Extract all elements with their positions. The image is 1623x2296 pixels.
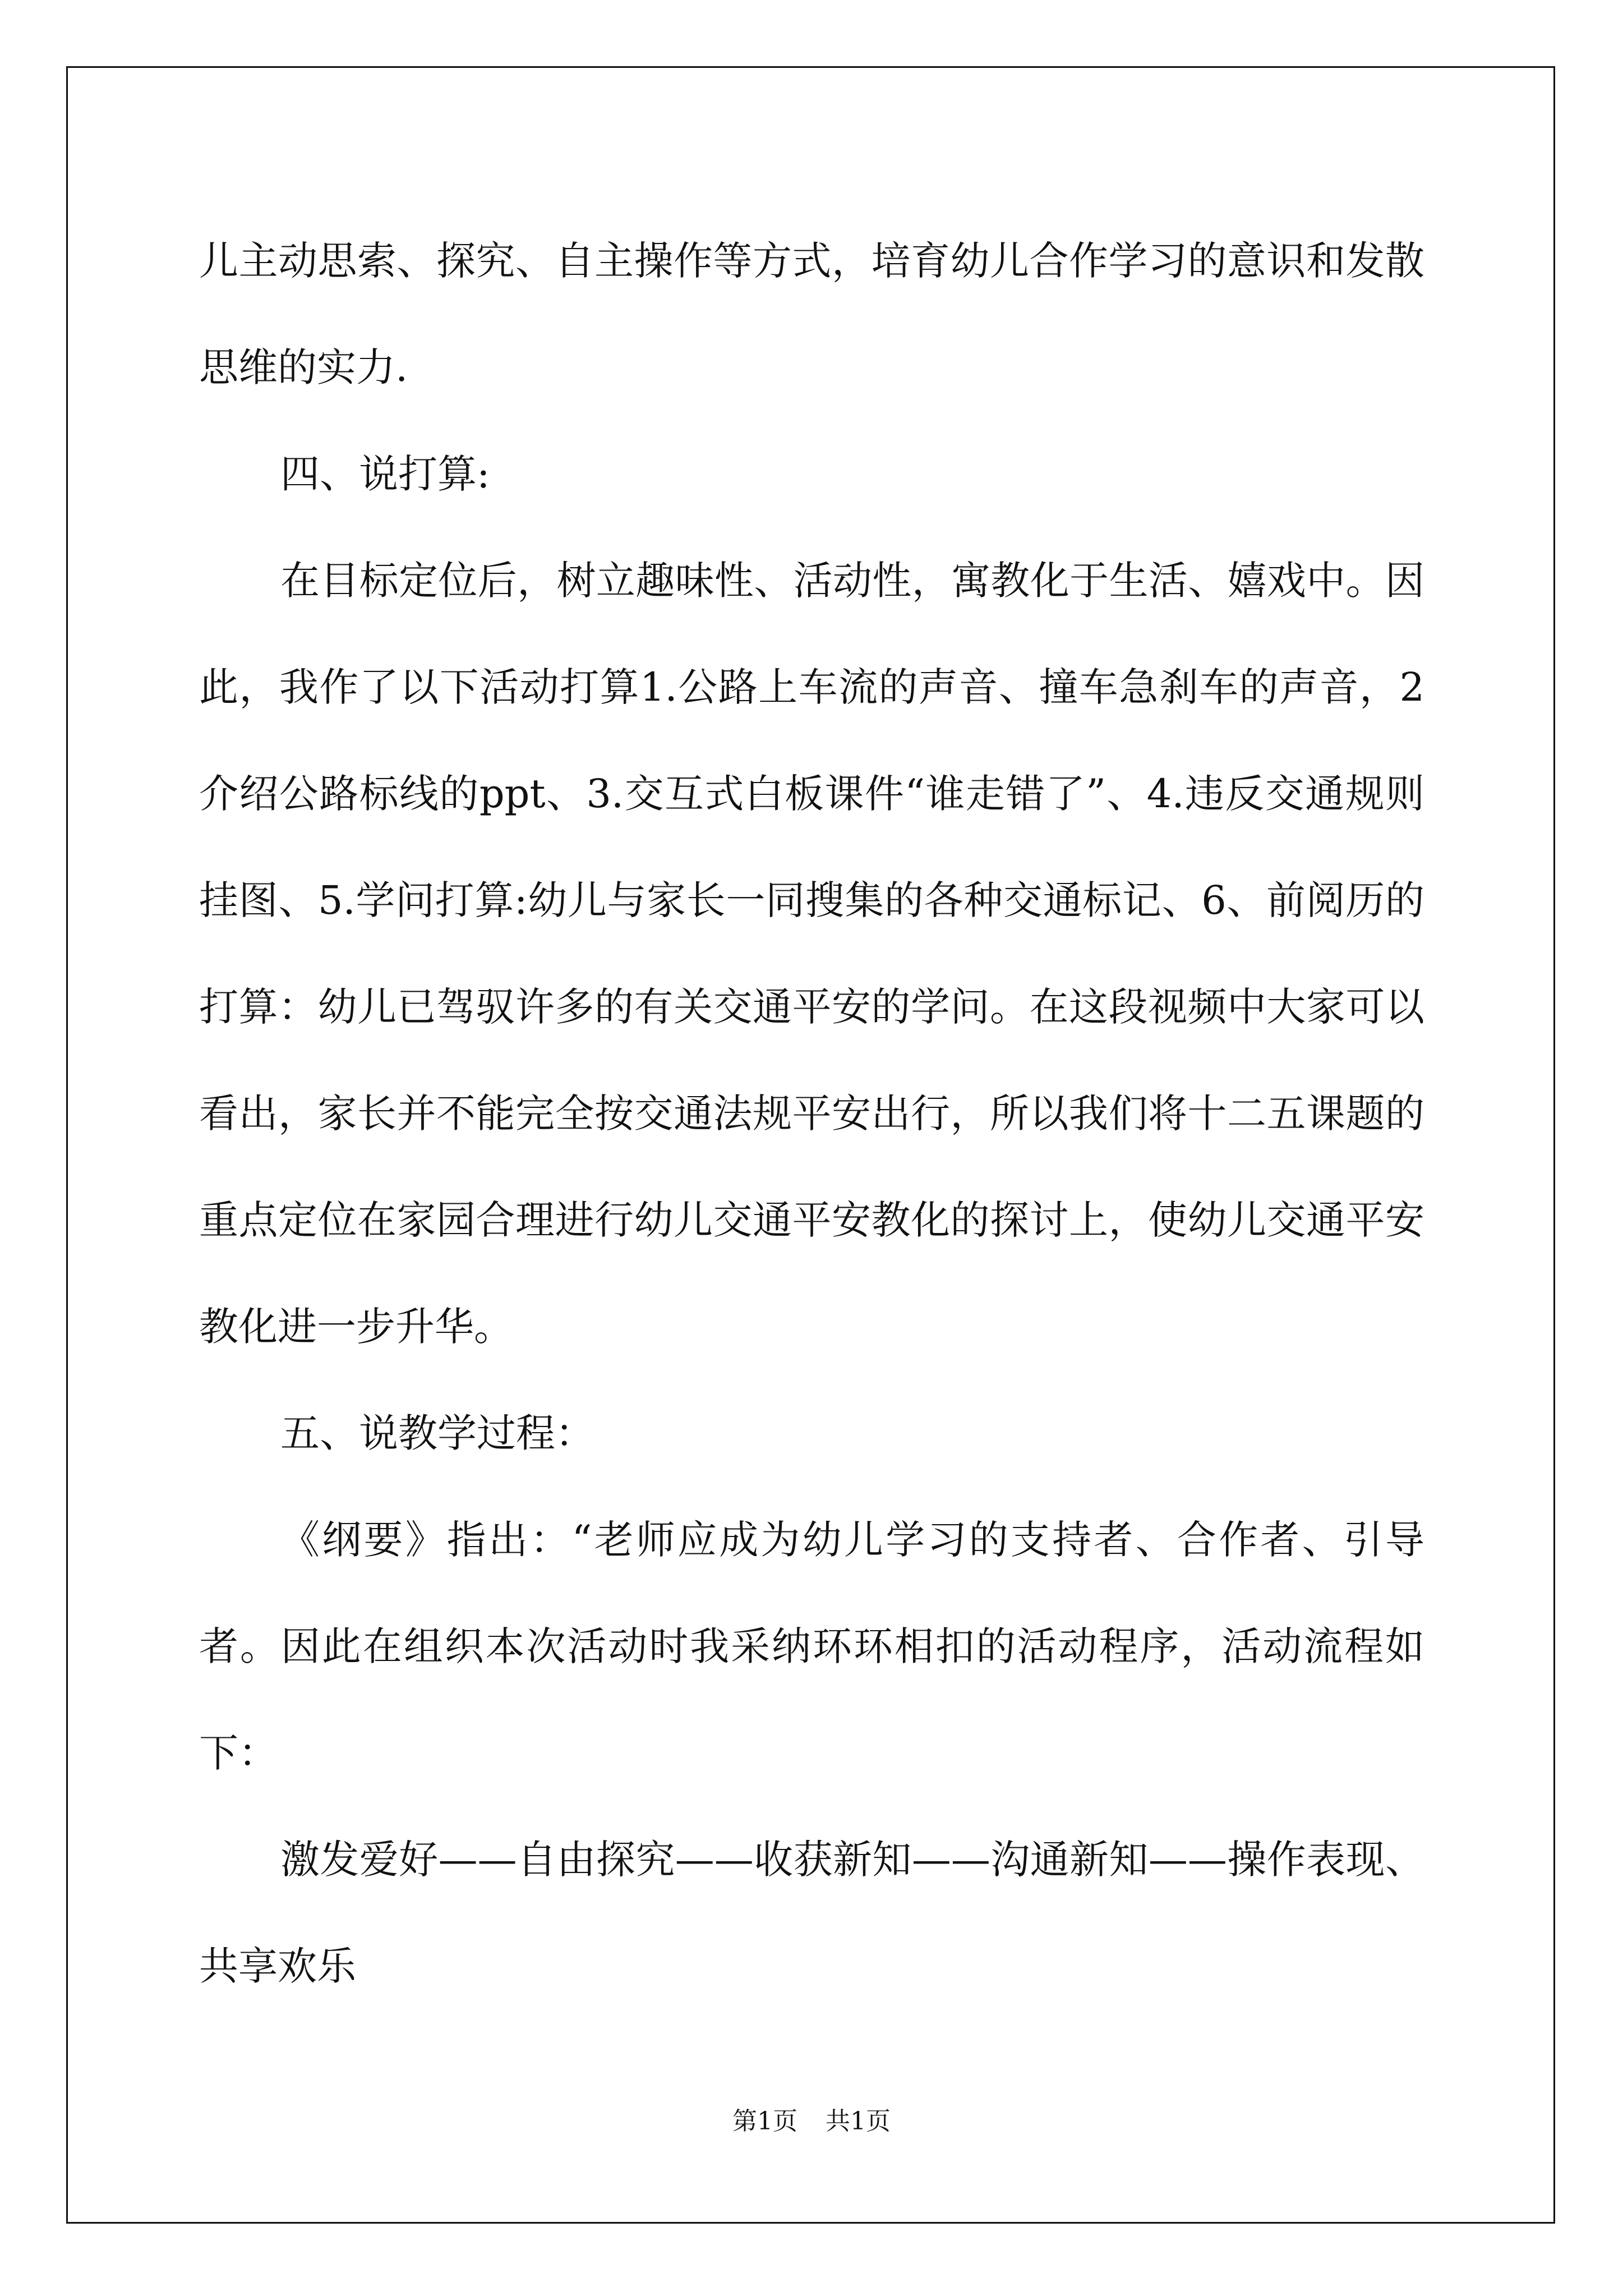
document-body [199,208,1424,2019]
heading-teaching-process: 五、说教学过程： [280,1410,594,1456]
paragraph-activity-flow: 激发爱好——自由探究——收获新知——沟通新知——操作表现、共享欢乐 [199,1837,1424,1989]
paragraph-continuation: 儿主动思索、探究、自主操作等方式，培育幼儿合作学习的意识和发散思维的实力. [199,238,1424,390]
page-number-current: 第1页 [732,2107,797,2136]
heading-preparation: 四、说打算: [280,451,490,497]
paragraph-outline-quote: 《纲要》指出：“老师应成为幼儿学习的支持者、合作者、引导者。因此在组织本次活动时我采纳环环相扣的活动程序，活动流程如下： [199,1517,1424,1776]
page-footer [0,2105,1623,2138]
paragraph-preparation: 在目标定位后，树立趣味性、活动性，寓教化于生活、嬉戏中。因此，我作了以下活动打算1.公路上车流的声音、撞车急刹车的声音，2介绍公路标线的ppt、3.交互式白板课件“谁走错了”、4.违反交通规则挂图、5.学问打算:幼儿与家长一同搜集的各种交通标记、6、前阅历的打算：幼儿已驾驭许多的有关交通平安的学问。在这段视频中大家可以看出，家长并不能完全按交通法规平安出行，所以我们将十二五课题的重点定位在家园合理进行幼儿交通平安教化的探讨上，使幼儿交通平安教化进一步升华。 [199,558,1424,1350]
page-number-total: 共1页 [826,2107,891,2136]
